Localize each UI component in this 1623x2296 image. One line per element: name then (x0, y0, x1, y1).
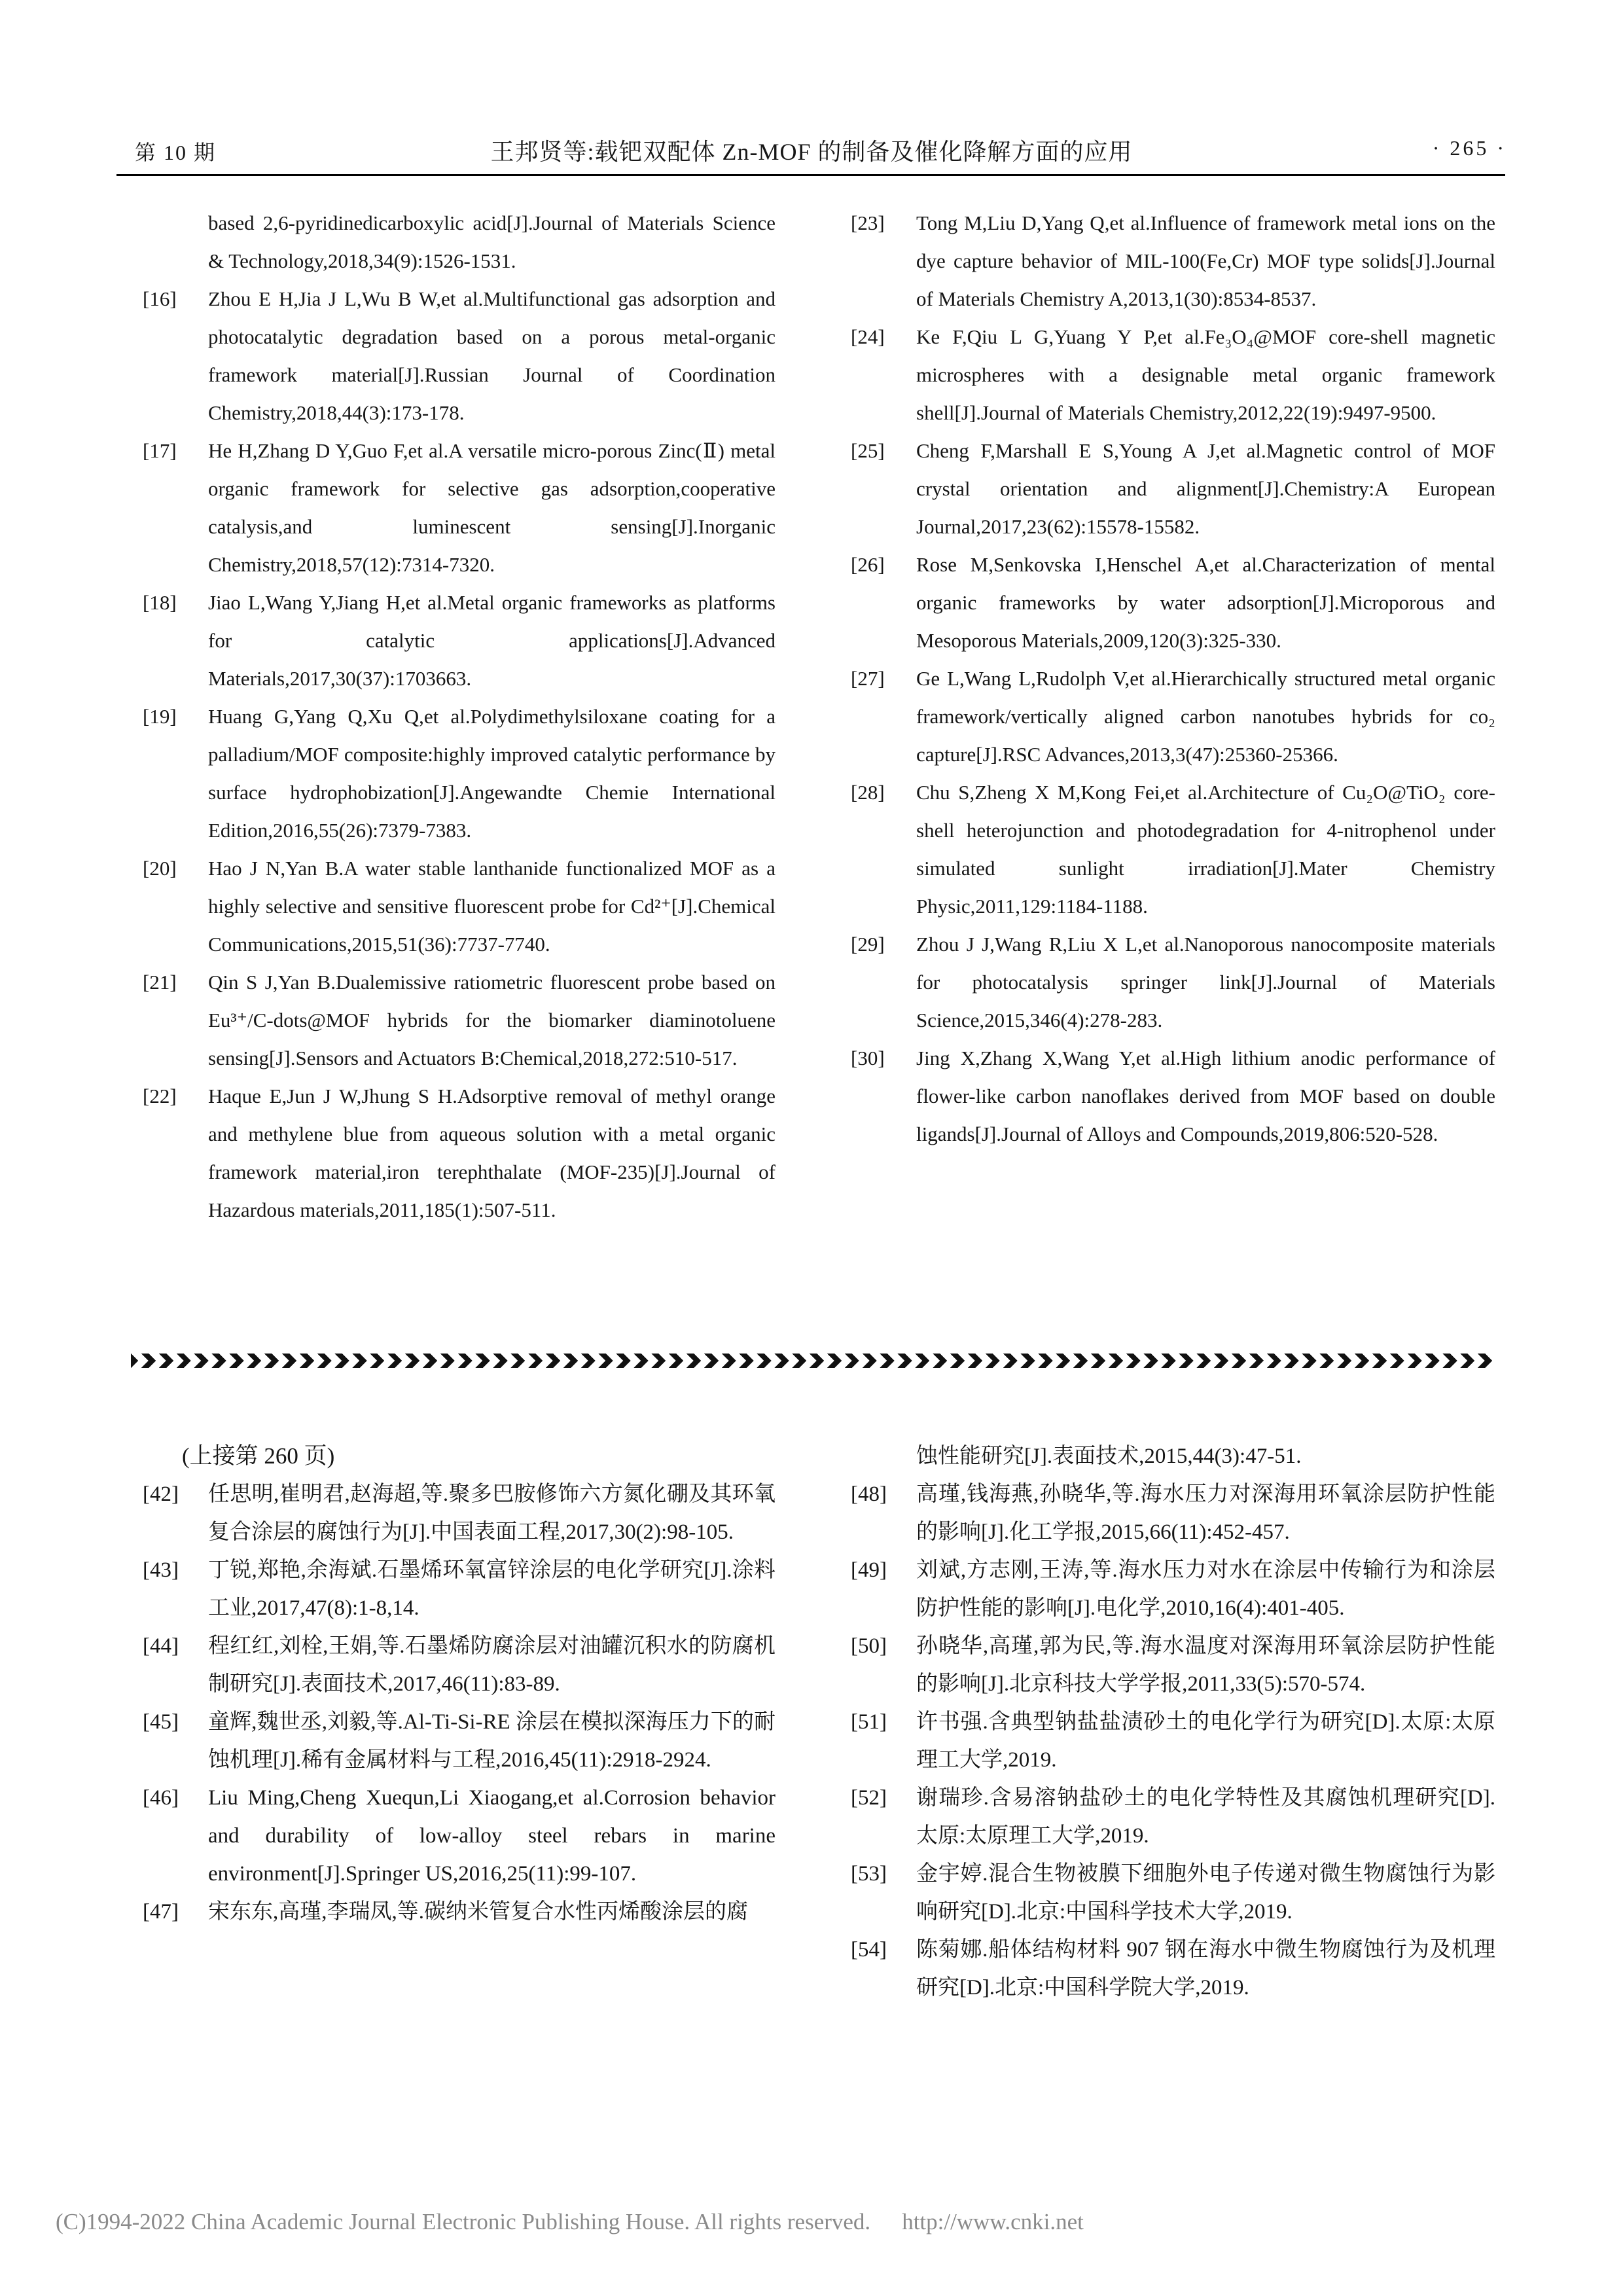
header-rule (116, 174, 1505, 176)
reference-text: 蚀性能研究[J].表面技术,2015,44(3):47-51. (916, 1444, 1302, 1468)
reference-number: [27] (851, 667, 885, 690)
reference-text: Zhou E H,Jia J L,Wu B W,et al.Multifunctional gas adsorption and photocatalytic degradation based on a porous metal-organic framework material[J].Russian Journal of Coordination Chemistry,2018,44(3):173-178. (208, 287, 776, 424)
reference-number: [18] (143, 591, 177, 614)
reference-text: Jing X,Zhang X,Wang Y,et al.High lithium anodic performance of flower-like carbon nanoflakes derived from MOF based on double ligands[J].Journal of Alloys and Compounds,2019,806:520-528. (916, 1047, 1495, 1145)
reference-item (143, 584, 776, 698)
reference-item (143, 1551, 776, 1627)
reference-item (851, 546, 1495, 660)
reference-number: [30] (851, 1047, 885, 1069)
reference-number: [46] (143, 1786, 179, 1810)
reference-item (143, 204, 776, 280)
references-bottom-left-column (143, 1437, 776, 1931)
reference-text: He H,Zhang D Y,Guo F,et al.A versatile micro-porous Zinc(Ⅱ) metal organic framework for selective gas adsorption,cooperative catalysis,and luminescent sensing[J].Inorganic Chemistry,2018,57(12):7314-7320. (208, 439, 776, 576)
reference-text: 高瑾,钱海燕,孙晓华,等.海水压力对深海用环氧涂层防护性能的影响[J].化工学报,2015,66(11):452-457. (916, 1482, 1495, 1544)
reference-number: [28] (851, 781, 885, 804)
footer-copyright: (C)1994-2022 China Academic Journal Electronic Publishing House. All rights reserved. (56, 2209, 871, 2234)
reference-item (851, 318, 1495, 432)
reference-item (143, 963, 776, 1077)
reference-text: 许书强.含典型钠盐盐渍砂土的电化学行为研究[D].太原:太原理工大学,2019. (916, 1710, 1495, 1772)
reference-text: Qin S J,Yan B.Dualemissive ratiometric fluorescent probe based on Eu³⁺/C-dots@MOF hybrids for the biomarker diaminotoluene sensing[J].Sensors and Actuators B:Chemical,2018,272:510-517. (208, 971, 776, 1069)
references-top-left-column (143, 204, 776, 1229)
header-issue-number: 第 10 期 (135, 141, 217, 164)
reference-text: 刘斌,方志刚,王涛,等.海水压力对水在涂层中传输行为和涂层防护性能的影响[J].电化学,2010,16(4):401-405. (916, 1558, 1495, 1620)
reference-item (851, 774, 1495, 925)
reference-item (851, 1931, 1495, 2007)
reference-number: [54] (851, 1938, 887, 1962)
reference-number: [29] (851, 933, 885, 956)
header-running-title: 王邦贤等:载钯双配体 Zn-MOF 的制备及催化降解方面的应用 (490, 139, 1133, 165)
reference-text: Cheng F,Marshall E S,Young A J,et al.Magnetic control of MOF crystal orientation and alignment[J].Chemistry:A European Journal,2017,23(62):15578-15582. (916, 439, 1495, 538)
reference-text: Jiao L,Wang Y,Jiang H,et al.Metal organic frameworks as platforms for catalytic applications[J].Advanced Materials,2017,30(37):1703663. (208, 591, 776, 690)
reference-number: [16] (143, 287, 177, 310)
reference-text: 程红红,刘栓,王娟,等.石墨烯防腐涂层对油罐沉积水的防腐机制研究[J].表面技术,2017,46(11):83-89. (208, 1634, 776, 1696)
reference-item (851, 204, 1495, 318)
reference-item (143, 1475, 776, 1551)
reference-text: Huang G,Yang Q,Xu Q,et al.Polydimethylsiloxane coating for a palladium/MOF composite:highly improved catalytic performance by surface hydrophobization[J].Angewandte Chemie International Edition,2016,55(26):7379-7383. (208, 705, 776, 842)
reference-item (851, 1437, 1495, 1475)
reference-item (143, 1703, 776, 1779)
reference-item (143, 280, 776, 432)
reference-item (851, 1475, 1495, 1551)
reference-text: Tong M,Liu D,Yang Q,et al.Influence of framework metal ions on the dye capture behavior of MIL-100(Fe,Cr) MOF type solids[J].Journal of Materials Chemistry A,2013,1(30):8534-8537. (916, 211, 1495, 310)
reference-number: [47] (143, 1900, 179, 1924)
reference-number: [53] (851, 1862, 887, 1886)
reference-text: Ke F,Qiu L G,Yuang Y P,et al.Fe₃O₄@MOF core-shell magnetic microspheres with a designable metal organic framework shell[J].Journal of Materials Chemistry,2012,22(19):9497-9500. (916, 325, 1495, 424)
reference-text: 金宇婷.混合生物被膜下细胞外电子传递对微生物腐蚀行为影响研究[D].北京:中国科学技术大学,2019. (916, 1862, 1495, 1924)
reference-number: [21] (143, 971, 177, 994)
header-page-number: · 265 · (1432, 136, 1507, 160)
reference-text: Liu Ming,Cheng Xuequn,Li Xiaogang,et al.Corrosion behavior and durability of low-alloy steel rebars in marine environment[J].Springer US,2016,25(11):99-107. (208, 1786, 776, 1886)
reference-number: [50] (851, 1634, 887, 1658)
reference-text: 宋东东,高瑾,李瑞凤,等.碳纳米管复合水性丙烯酸涂层的腐 (208, 1900, 748, 1924)
references-bottom-right-column (851, 1437, 1495, 2007)
reference-text: 孙晓华,高瑾,郭为民,等.海水温度对深海用环氧涂层防护性能的影响[J].北京科技大学学报,2011,33(5):570-574. (916, 1634, 1495, 1696)
reference-item (143, 1077, 776, 1229)
reference-item (143, 1779, 776, 1893)
section-divider (131, 1354, 1495, 1368)
reference-number: [43] (143, 1558, 179, 1582)
reference-number: [24] (851, 325, 885, 348)
reference-number: [25] (851, 439, 885, 462)
reference-item (851, 1627, 1495, 1703)
reference-item (143, 850, 776, 963)
reference-item (143, 1893, 776, 1931)
reference-number: [42] (143, 1482, 179, 1506)
reference-text: based 2,6-pyridinedicarboxylic acid[J].Journal of Materials Science & Technology,2018,34(9):1526-1531. (208, 211, 776, 272)
reference-number: [19] (143, 705, 177, 728)
reference-number: [17] (143, 439, 177, 462)
reference-item (143, 698, 776, 850)
reference-item (143, 432, 776, 584)
footer (56, 2209, 1084, 2235)
reference-number: [49] (851, 1558, 887, 1582)
references-top-right-column (851, 204, 1495, 1153)
continuation-heading: (上接第 260 页) (182, 1443, 335, 1469)
reference-item (851, 432, 1495, 546)
reference-number: [22] (143, 1085, 177, 1107)
reference-text: 丁锐,郑艳,余海斌.石墨烯环氧富锌涂层的电化学研究[J].涂料工业,2017,47(8):1-8,14. (208, 1558, 776, 1620)
reference-number: [51] (851, 1710, 887, 1734)
references-bottom-left-list (143, 1475, 776, 1931)
footer-url: http://www.cnki.net (902, 2209, 1084, 2234)
reference-text: Haque E,Jun J W,Jhung S H.Adsorptive removal of methyl orange and methylene blue from aqueous solution with a metal organic framework material,iron terephthalate (MOF-235)[J].Journal of Hazardous materials,2011,185(1):507-511. (208, 1085, 776, 1221)
reference-number: [23] (851, 211, 885, 234)
reference-text: Hao J N,Yan B.A water stable lanthanide functionalized MOF as a highly selective and sensitive fluorescent probe for Cd²⁺[J].Chemical Communications,2015,51(36):7737-7740. (208, 857, 776, 956)
reference-number: [45] (143, 1710, 179, 1734)
reference-item (851, 1703, 1495, 1779)
reference-text: Ge L,Wang L,Rudolph V,et al.Hierarchically structured metal organic framework/vertically aligned carbon nanotubes hybrids for co₂ capture[J].RSC Advances,2013,3(47):25360-25366. (916, 667, 1495, 766)
reference-text: 谢瑞珍.含易溶钠盐砂土的电化学特性及其腐蚀机理研究[D].太原:太原理工大学,2019. (916, 1786, 1495, 1848)
reference-item (143, 1627, 776, 1703)
reference-text: 陈菊娜.船体结构材料 907 钢在海水中微生物腐蚀行为及机理研究[D].北京:中国科学院大学,2019. (916, 1938, 1495, 2000)
reference-number: [20] (143, 857, 177, 880)
reference-item (851, 1779, 1495, 1855)
reference-text: Chu S,Zheng X M,Kong Fei,et al.Architecture of Cu₂O@TiO₂ core-shell heterojunction and photodegradation for 4-nitrophenol under simulated sunlight irradiation[J].Mater Chemistry Physic,2011,129:1184-1188. (916, 781, 1495, 918)
reference-number: [48] (851, 1482, 887, 1506)
reference-text: 任思明,崔明君,赵海超,等.聚多巴胺修饰六方氮化硼及其环氧复合涂层的腐蚀行为[J].中国表面工程,2017,30(2):98-105. (208, 1482, 776, 1544)
reference-text: Zhou J J,Wang R,Liu X L,et al.Nanoporous nanocomposite materials for photocatalysis springer link[J].Journal of Materials Science,2015,346(4):278-283. (916, 933, 1495, 1031)
reference-number: [44] (143, 1634, 179, 1658)
reference-item (851, 925, 1495, 1039)
reference-text: Rose M,Senkovska I,Henschel A,et al.Characterization of mental organic frameworks by water adsorption[J].Microporous and Mesoporous Materials,2009,120(3):325-330. (916, 553, 1495, 652)
reference-item (851, 660, 1495, 774)
reference-item (851, 1855, 1495, 1931)
reference-item (851, 1039, 1495, 1153)
reference-item (851, 1551, 1495, 1627)
reference-text: 童辉,魏世丞,刘毅,等.Al-Ti-Si-RE 涂层在模拟深海压力下的耐蚀机理[J].稀有金属材料与工程,2016,45(11):2918-2924. (208, 1710, 776, 1772)
reference-number: [26] (851, 553, 885, 576)
reference-number: [52] (851, 1786, 887, 1810)
